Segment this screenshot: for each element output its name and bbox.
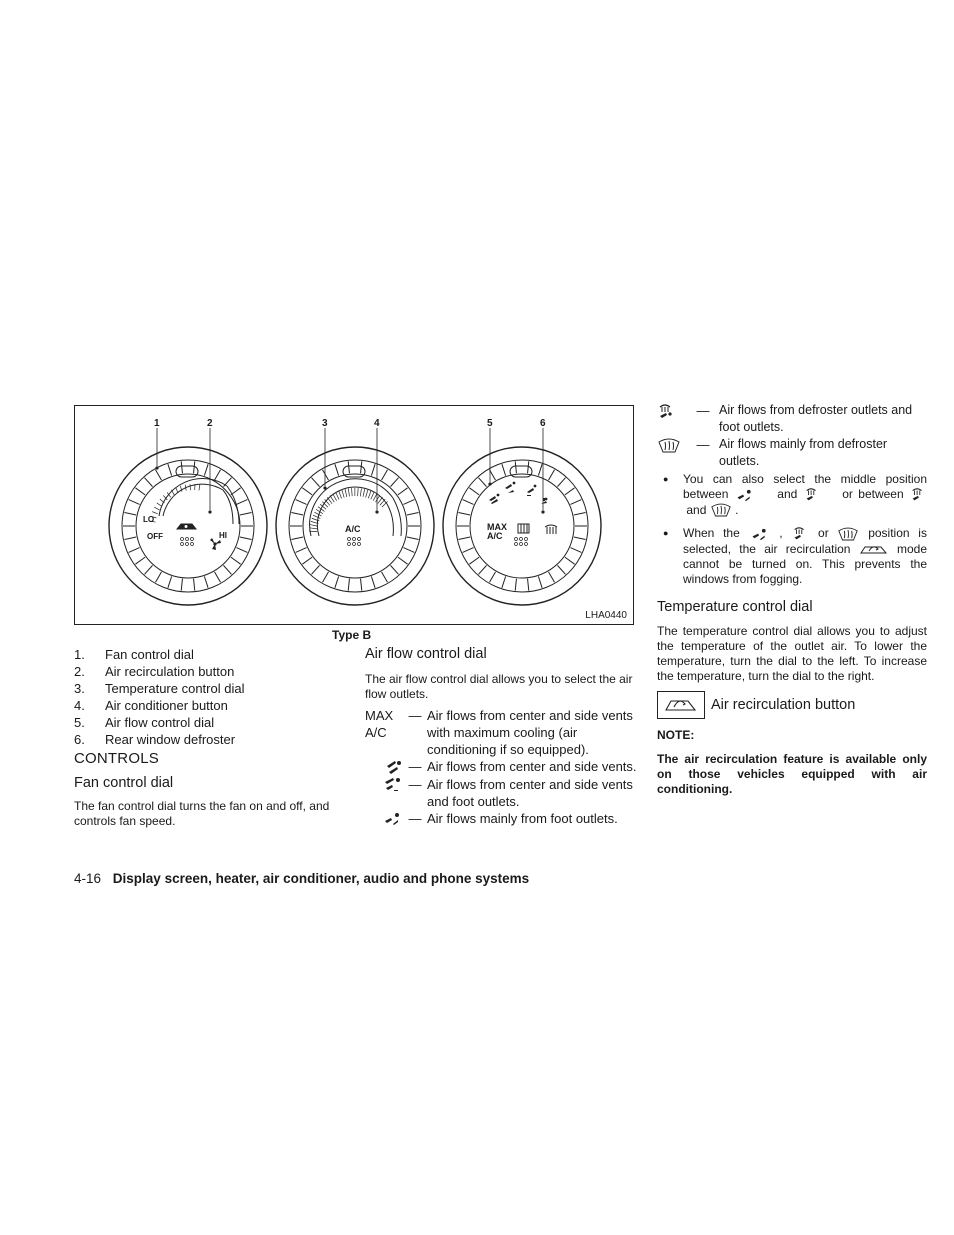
page-number: 4-16	[74, 871, 102, 886]
temperature-heading: Temperature control dial	[657, 599, 813, 616]
controls-heading: CONTROLS	[74, 750, 159, 767]
callout-3: 3	[322, 418, 328, 429]
callout-6: 6	[540, 418, 546, 429]
controls-figure	[74, 405, 634, 625]
figure-code: LHA0440	[585, 610, 627, 621]
chapter-title: Display screen, heater, air conditioner, audio and phone systems	[112, 871, 530, 886]
note-body: The air recirculation feature is available only on those vehicles equipped with air conditioning.	[657, 752, 927, 797]
recirc-heading-row	[657, 691, 927, 719]
vent-icon	[385, 760, 403, 776]
bilevel-icon	[383, 777, 403, 793]
figure-caption: Type B	[332, 628, 372, 642]
dial-ac-label: A/C	[345, 524, 361, 534]
list-item: 6. Rear window defroster	[74, 732, 236, 747]
control-dials-illustration	[75, 406, 633, 624]
fan-dial-body: The fan control dial turns the fan on and off, and controls fan speed.	[74, 799, 330, 828]
column-right	[657, 402, 927, 797]
airflow-max-ac-row: MAX A/C — Air flows from center and side vents with maximum cooling (air conditioning if so equipped).	[365, 708, 633, 757]
bullet-recirc-disabled: ● When the , or position is selected, the air recirculation mode cannot be turned on. This prevents the windows from fogging.	[663, 526, 927, 587]
airflow-bilevel-row: — Air flows from center and side vents and foot outlets.	[365, 776, 637, 810]
fan-dial-heading: Fan control dial	[74, 775, 174, 791]
legend-list	[74, 646, 349, 748]
list-item: 2. Air recirculation button	[74, 664, 235, 679]
list-item: 3. Temperature control dial	[74, 681, 245, 696]
column-middle	[365, 646, 637, 827]
callout-4: 4	[374, 418, 380, 429]
airflow-foot-row: — Air flows mainly from foot outlets.	[365, 810, 637, 828]
defrost-foot-icon	[803, 487, 821, 503]
defrost-foot-row: — Air flows from defroster outlets and foot outlets.	[657, 402, 927, 436]
foot-icon	[383, 811, 403, 827]
dial-lo-label: LO	[143, 515, 155, 524]
callout-1: 1	[154, 418, 160, 429]
defrost-foot-icon	[657, 403, 675, 421]
foot-icon	[749, 527, 771, 542]
defrost-icon	[710, 503, 732, 518]
recirculation-icon	[859, 543, 889, 557]
defrost-icon	[837, 527, 859, 542]
defrost-icon	[657, 438, 681, 454]
max-ac-label: MAX A/C	[365, 708, 394, 740]
dial-hi-label: HI	[219, 531, 227, 540]
foot-icon	[734, 488, 756, 503]
callout-5: 5	[487, 418, 493, 429]
airflow-intro: The air flow control dial allows you to select the air flow outlets.	[365, 672, 633, 701]
column-left	[74, 646, 349, 829]
callout-2: 2	[207, 418, 213, 429]
dial-off-label: OFF	[147, 532, 163, 541]
list-item: 1. Fan control dial	[74, 647, 194, 662]
recirculation-button-icon	[657, 691, 705, 719]
list-item: 4. Air conditioner button	[74, 698, 228, 713]
airflow-vent-row: — Air flows from center and side vents.	[365, 758, 637, 776]
defrost-foot-icon	[909, 487, 927, 503]
airflow-heading: Air flow control dial	[365, 646, 487, 662]
note-label: NOTE:	[657, 728, 695, 743]
temperature-body: The temperature control dial allows you to adjust the temperature of the outlet air. To lower the temperature, turn the dial to the left. To increase the temperature, turn the dial to the right.	[657, 624, 927, 684]
bullet-middle-position: ● You can also select the middle position between and or between and .	[663, 472, 927, 517]
defrost-foot-icon	[791, 526, 809, 542]
dial-max-label: MAX A/C	[487, 522, 507, 541]
page-footer	[74, 871, 529, 886]
defrost-row: — Air flows mainly from defroster outlets.	[657, 436, 927, 470]
list-item: 5. Air flow control dial	[74, 715, 215, 730]
recirc-heading: Air recirculation button	[711, 697, 856, 714]
